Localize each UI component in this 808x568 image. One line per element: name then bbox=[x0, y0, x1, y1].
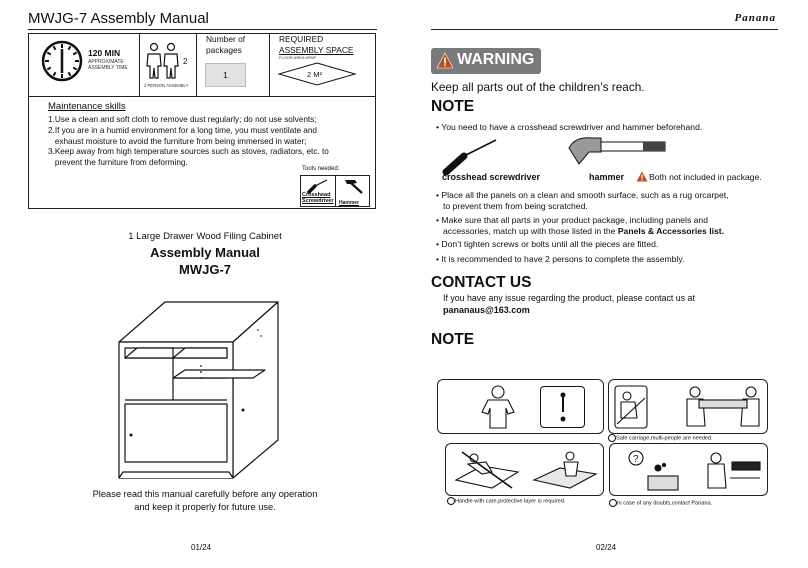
header-divider bbox=[431, 29, 778, 30]
illustration-panel bbox=[608, 379, 768, 434]
illustration-panel bbox=[437, 379, 604, 434]
maintenance-title: Maintenance skills bbox=[48, 101, 126, 112]
bullet-item: • Place all the panels on a clean and smooth surface, such as a rug orcarpet, to prevent them from being scratched. bbox=[436, 190, 729, 212]
hammer-icon bbox=[341, 178, 365, 194]
illustration-panel bbox=[609, 443, 768, 496]
svg-text:?: ? bbox=[633, 454, 639, 465]
manual-title: Assembly Manual bbox=[150, 245, 260, 260]
page-number: 01/24 bbox=[191, 543, 212, 552]
tools-label: Tools needed: bbox=[302, 166, 340, 172]
contact-email[interactable]: pananaus@163.com bbox=[443, 305, 530, 315]
bullet-item: • You need to have a crosshead screwdriver and hammer beforehand. bbox=[436, 122, 703, 132]
brand-logo: Panana bbox=[734, 12, 776, 24]
maintenance-line: 3.Keep away from high temperature sources such as stoves, radiators, etc. to bbox=[48, 147, 329, 157]
time-label: ASSEMBLY TIME bbox=[88, 65, 128, 71]
maintenance-line: exhaust moisture to avoid the furniture from being immersed in water; bbox=[48, 136, 307, 146]
bullet-item: • Don’t tighten screws or bolts until all the pieces are fitted. bbox=[436, 239, 659, 249]
bullet-text: Place all the panels on a clean and smooth surface, such as a rug orcarpet, bbox=[441, 190, 729, 200]
note-heading: NOTE bbox=[431, 331, 475, 348]
packages-count: 1 bbox=[205, 63, 246, 87]
contact-text: If you have any issue regarding the product, please contact us at bbox=[443, 293, 695, 303]
two-persons-icon bbox=[144, 42, 184, 80]
label-line: packages bbox=[206, 45, 242, 55]
maintenance-list bbox=[48, 115, 368, 169]
warning-text: Keep all parts out of the children’s reach. bbox=[431, 80, 645, 94]
not-included-note: Both not included in package. bbox=[649, 172, 762, 182]
packages-label bbox=[206, 34, 245, 56]
caption-text: In case of any doubts,contact Panana. bbox=[617, 500, 713, 507]
divider bbox=[335, 176, 336, 206]
bullet-item: • It is recommended to have 2 persons to complete the assembly. bbox=[436, 254, 685, 264]
label-line: Number of bbox=[206, 34, 246, 44]
two-person-carry-icon bbox=[681, 384, 765, 430]
space-value: 2 M² bbox=[307, 70, 322, 79]
screwdriver-icon bbox=[442, 136, 500, 176]
bullet-text-bold: Panels & Accessories list. bbox=[617, 226, 725, 237]
maintenance-line: 1.Use a clean and soft cloth to remove dust regularly; do not use solvents; bbox=[48, 115, 317, 124]
tool-label: hammer bbox=[589, 172, 625, 182]
contact-heading: CONTACT US bbox=[431, 274, 532, 291]
hammer-icon bbox=[565, 134, 670, 176]
bullet-text: Make sure that all parts in your product package, including panels and bbox=[441, 215, 708, 225]
label-line: ASSEMBLY SPACE bbox=[279, 44, 354, 55]
step-badge-icon bbox=[608, 434, 616, 442]
warning-icon bbox=[636, 171, 648, 182]
illustration-caption bbox=[609, 499, 712, 507]
warning-banner bbox=[431, 48, 541, 74]
divider bbox=[29, 96, 375, 97]
tool-label: crosshead screwdriver bbox=[442, 172, 541, 182]
maintenance-line: prevent the furniture from deforming. bbox=[48, 158, 188, 168]
step-badge-icon bbox=[609, 499, 617, 507]
bullet-text: to prevent them from being scratched. bbox=[443, 201, 588, 212]
divider bbox=[139, 34, 140, 96]
cabinet-illustration bbox=[113, 300, 283, 480]
single-carry-icon bbox=[613, 384, 649, 430]
page-title: MWJG-7 Assembly Manual bbox=[28, 10, 209, 27]
illustration-panel bbox=[445, 443, 604, 496]
footer-note: and keep it properly for future use. bbox=[134, 502, 276, 512]
person-icon bbox=[476, 384, 521, 430]
page-number: 02/24 bbox=[596, 543, 617, 552]
bullet-text: Don’t tighten screws or bolts until all the pieces are fitted. bbox=[441, 239, 659, 249]
contact-support-icon bbox=[700, 448, 764, 492]
tool-label: Crosshead Screwdriver bbox=[302, 192, 334, 204]
question-person-icon bbox=[624, 448, 684, 492]
persons-label: 2 PERSON ASSEMBLY bbox=[144, 83, 189, 88]
bullet-text: accessories, match up with those listed in the bbox=[443, 226, 618, 237]
divider bbox=[196, 34, 197, 96]
bullet-item: • Make sure that all parts in your product package, including panels and accessories, match up with those listed in the Panels & Accessories list. bbox=[436, 215, 725, 237]
maintenance-line: 2.If you are in a humid environment for a long time, you must ventilate and bbox=[48, 125, 317, 135]
note-heading: NOTE bbox=[431, 98, 475, 115]
time-label: APPROXIMATE bbox=[88, 59, 124, 65]
warning-label: WARNING bbox=[457, 51, 535, 68]
caption-text: Handle with care,protective layer is required. bbox=[455, 498, 566, 505]
product-subtitle: 1 Large Drawer Wood Filing Cabinet bbox=[128, 231, 282, 242]
illustration-caption bbox=[608, 434, 713, 442]
divider bbox=[269, 34, 270, 96]
space-sub: FLOOR AREA M²/M² bbox=[279, 55, 316, 60]
illustration-caption bbox=[447, 497, 565, 505]
step-badge-icon bbox=[447, 497, 455, 505]
tool-label: Hammer bbox=[339, 200, 360, 206]
bullet-text: It is recommended to have 2 persons to complete the assembly. bbox=[441, 254, 685, 264]
label-line: REQUIRED bbox=[279, 34, 324, 44]
space-label bbox=[279, 34, 353, 55]
tools-box bbox=[300, 175, 370, 207]
exclamation-icon bbox=[556, 392, 570, 424]
correct-handling-icon bbox=[530, 448, 600, 492]
clock-icon bbox=[41, 40, 83, 82]
header-divider bbox=[28, 29, 377, 30]
assembly-time: 120 MIN bbox=[88, 48, 121, 58]
wrong-handling-icon bbox=[452, 448, 522, 492]
bullet-text: You need to have a crosshead screwdriver and hammer beforehand. bbox=[441, 122, 703, 132]
footer-note: Please read this manual carefully before any operation bbox=[92, 489, 318, 499]
warning-icon bbox=[436, 52, 454, 69]
caption-text: Safe carriage,multi-people are needed. bbox=[616, 435, 713, 442]
model-number: MWJG-7 bbox=[179, 262, 231, 277]
persons-count: 2 bbox=[183, 57, 188, 66]
